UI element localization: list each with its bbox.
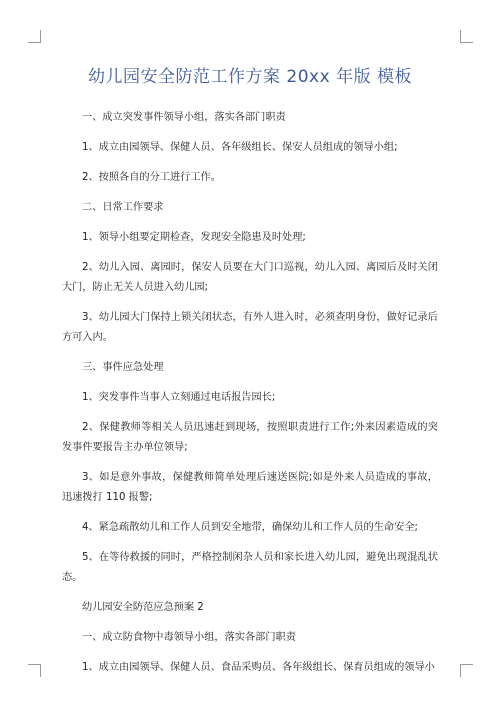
section-heading: 三、事件应急处理	[82, 362, 164, 373]
paragraph: 4、紧急疏散幼儿和工作人员到安全地带，确保幼儿和工作人员的生命安全;	[82, 522, 418, 533]
crop-mark-top-left	[28, 30, 41, 43]
crop-mark-bottom-left	[28, 664, 41, 677]
paragraph: 2、幼儿入园、离园时，保安人员要在大门口巡视，幼儿入园、离园后及时关闭大门，防止无关人员进入幼儿园;	[62, 262, 438, 293]
paragraph: 1、领导小组要定期检查，发现安全隐患及时处理;	[82, 232, 306, 243]
section-heading: 一、成立防食物中毒领导小组，落实各部门职责	[82, 632, 296, 643]
sub-document-title: 幼儿园安全防范应急预案 2	[82, 602, 204, 613]
paragraph: 3、幼儿园大门保持上锁关闭状态，有外人进入时，必须查明身份，做好记录后方可入内。	[62, 312, 438, 343]
document-body	[62, 108, 438, 688]
paragraph: 5、在等待救援的同时，严格控制闲杂人员和家长进入幼儿园，避免出现混乱状态。	[62, 552, 438, 583]
paragraph: 1、成立由园领导、保健人员、食品采购员、各年级组长、保育员组成的领导小	[82, 662, 435, 673]
paragraph: 3、如是意外事故，保健教师简单处理后速送医院;如是外来人员造成的事故，迅速拨打 110 报警;	[62, 472, 438, 503]
document-title: 幼儿园安全防范工作方案 20xx 年版 模板	[88, 67, 412, 87]
paragraph: 1、成立由园领导、保健人员、各年级组长、保安人员组成的领导小组;	[82, 142, 398, 153]
section-heading: 二、日常工作要求	[82, 202, 164, 213]
paragraph: 2、保健教师等相关人员迅速赶到现场，按照职责进行工作;外来因素造成的突发事件要报告主办单位领导;	[62, 422, 438, 453]
crop-mark-top-right	[460, 30, 473, 43]
paragraph: 1、突发事件当事人立刻通过电话报告园长;	[82, 392, 276, 403]
section-heading: 一、成立突发事件领导小组，落实各部门职责	[82, 112, 286, 123]
paragraph: 2、按照各自的分工进行工作。	[82, 172, 221, 183]
crop-mark-bottom-right	[460, 664, 473, 677]
